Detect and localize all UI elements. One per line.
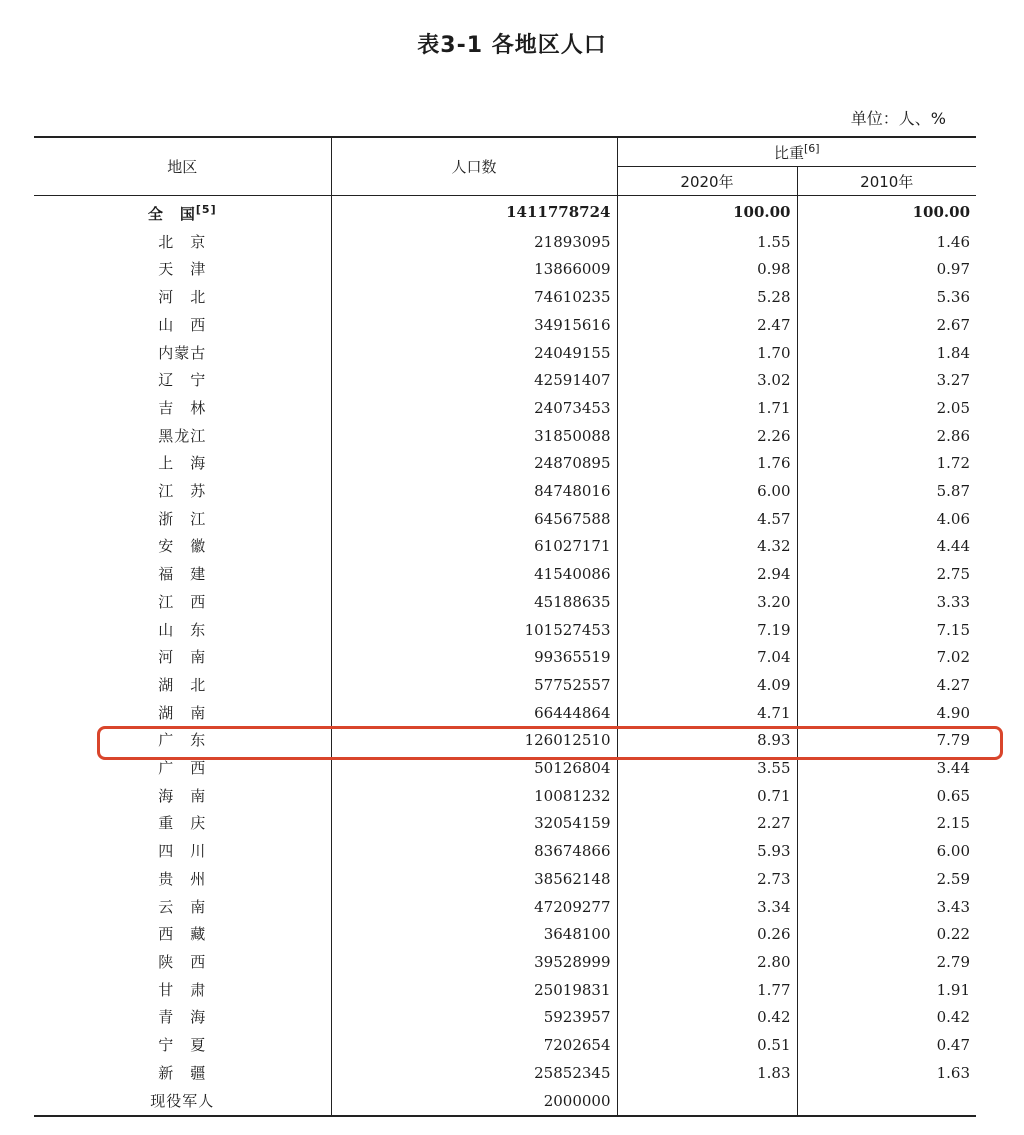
- population-cell: 21893095: [331, 229, 617, 257]
- population-cell: 2000000: [331, 1088, 617, 1117]
- share-2020-cell: 5.93: [617, 838, 797, 866]
- table-row: [34, 506, 976, 534]
- region-cell: 重 庆: [34, 810, 331, 838]
- header-year-2020: 2020年: [617, 167, 797, 196]
- table-row: [34, 478, 976, 506]
- region-cell: 甘 肃: [34, 977, 331, 1005]
- region-cell: 天 津: [34, 256, 331, 284]
- share-2010-cell: 5.36: [936, 288, 971, 307]
- region-cell: 新 疆: [34, 1060, 331, 1088]
- share-2020-cell: 1.70: [617, 340, 797, 368]
- table-row: [34, 866, 976, 894]
- table-row: [34, 921, 976, 949]
- share-2010-cell: 2.79: [936, 952, 971, 971]
- share-2020-cell: 4.32: [617, 533, 797, 561]
- share-2020-cell: 100.00: [617, 196, 797, 229]
- population-cell: 74610235: [331, 284, 617, 312]
- share-2020-cell: 0.51: [617, 1032, 797, 1060]
- table-row: [34, 256, 976, 284]
- population-cell: 47209277: [331, 894, 617, 922]
- share-2010-cell: 2.05: [936, 398, 971, 417]
- region-cell: 全 国[5]: [34, 196, 331, 229]
- share-2010-cell: 3.43: [936, 897, 971, 916]
- share-2010-cell: 2.75: [936, 565, 971, 584]
- share-2010-cell: 7.02: [936, 648, 971, 667]
- table-row: [34, 533, 976, 561]
- population-cell: 31850088: [331, 423, 617, 451]
- population-cell: 24073453: [331, 395, 617, 423]
- table-row: [34, 672, 976, 700]
- population-cell: 13866009: [331, 256, 617, 284]
- population-cell: 61027171: [331, 533, 617, 561]
- share-footnote: [6]: [803, 141, 820, 155]
- region-cell: 山 西: [34, 312, 331, 340]
- table-title: 表3-1 各地区人口: [417, 33, 607, 58]
- share-2010-cell: 0.22: [936, 925, 971, 944]
- share-2020-cell: 8.93: [617, 727, 797, 755]
- share-2020-cell: 0.26: [617, 921, 797, 949]
- share-2010-cell: 4.90: [936, 703, 971, 722]
- population-cell: 42591407: [331, 367, 617, 395]
- population-cell: 45188635: [331, 589, 617, 617]
- region-cell: 海 南: [34, 783, 331, 811]
- population-cell: 99365519: [331, 644, 617, 672]
- table-row: [34, 1060, 976, 1088]
- region-cell: 浙 江: [34, 506, 331, 534]
- table-row: [34, 644, 976, 672]
- region-cell: 福 建: [34, 561, 331, 589]
- region-cell: 上 海: [34, 450, 331, 478]
- table-row: [34, 949, 976, 977]
- table-row: [34, 312, 976, 340]
- header-population: 人口数: [331, 137, 617, 196]
- share-2020-cell: 2.27: [617, 810, 797, 838]
- region-cell: 黑龙江: [34, 423, 331, 451]
- region-cell: 山 东: [34, 617, 331, 645]
- share-2010-cell: 3.27: [936, 371, 971, 390]
- region-cell: 吉 林: [34, 395, 331, 423]
- share-2020-cell: 3.20: [617, 589, 797, 617]
- share-2020-cell: 0.42: [617, 1004, 797, 1032]
- table-row: [34, 395, 976, 423]
- share-2020-cell: 2.94: [617, 561, 797, 589]
- header-region: 地区: [34, 137, 331, 196]
- region-cell: 青 海: [34, 1004, 331, 1032]
- population-cell: 83674866: [331, 838, 617, 866]
- table-row: [34, 783, 976, 811]
- region-cell: 河 北: [34, 284, 331, 312]
- share-2010-cell: 2.15: [936, 814, 971, 833]
- share-2020-cell: 2.26: [617, 423, 797, 451]
- region-cell: 四 川: [34, 838, 331, 866]
- population-cell: 38562148: [331, 866, 617, 894]
- share-2010-cell: 1.63: [936, 1063, 971, 1082]
- share-2010-cell: 7.15: [936, 620, 971, 639]
- share-2010-cell: [797, 1088, 976, 1117]
- region-cell: 湖 北: [34, 672, 331, 700]
- share-2020-cell: 1.71: [617, 395, 797, 423]
- share-2010-cell: 6.00: [936, 842, 971, 861]
- population-cell: 7202654: [331, 1032, 617, 1060]
- header-share: 比重[6]: [617, 137, 976, 167]
- share-2010-cell: 0.97: [936, 260, 971, 279]
- population-cell: 24049155: [331, 340, 617, 368]
- share-2010-cell: 5.87: [936, 482, 971, 501]
- region-cell: 江 苏: [34, 478, 331, 506]
- region-cell: 辽 宁: [34, 367, 331, 395]
- share-2020-cell: 3.55: [617, 755, 797, 783]
- share-2010-cell: 1.72: [936, 454, 971, 473]
- population-cell: 39528999: [331, 949, 617, 977]
- population-cell: 25852345: [331, 1060, 617, 1088]
- table-row: [34, 1032, 976, 1060]
- population-cell: 25019831: [331, 977, 617, 1005]
- share-2020-cell: [617, 1088, 797, 1117]
- region-cell: 贵 州: [34, 866, 331, 894]
- share-2020-cell: 7.19: [617, 617, 797, 645]
- table-row: [34, 838, 976, 866]
- share-2020-cell: 4.57: [617, 506, 797, 534]
- population-cell: 10081232: [331, 783, 617, 811]
- table-row: [34, 284, 976, 312]
- share-2010-cell: 3.44: [936, 759, 971, 778]
- share-2020-cell: 6.00: [617, 478, 797, 506]
- population-cell: 32054159: [331, 810, 617, 838]
- share-2010-cell: 0.42: [936, 1008, 971, 1027]
- share-2010-cell: 4.44: [936, 537, 971, 556]
- table-row: [34, 1004, 976, 1032]
- population-cell: 5923957: [331, 1004, 617, 1032]
- share-2020-cell: 2.47: [617, 312, 797, 340]
- region-cell: 河 南: [34, 644, 331, 672]
- region-cell: 现役军人: [34, 1088, 331, 1117]
- share-2020-cell: 2.73: [617, 866, 797, 894]
- share-2020-cell: 4.09: [617, 672, 797, 700]
- table-row: [34, 617, 976, 645]
- region-cell: 内蒙古: [34, 340, 331, 368]
- population-cell: 41540086: [331, 561, 617, 589]
- share-2010-cell: 4.27: [936, 675, 971, 694]
- share-2010-cell: 1.91: [936, 980, 971, 999]
- table-row: [34, 977, 976, 1005]
- unit-label: 单位：人、%: [850, 109, 946, 128]
- share-2020-cell: 2.80: [617, 949, 797, 977]
- share-2010-cell: 0.47: [936, 1036, 971, 1055]
- population-cell: 66444864: [331, 700, 617, 728]
- population-cell: 50126804: [331, 755, 617, 783]
- highlight-box: [97, 726, 1003, 760]
- share-2010-cell: 2.67: [936, 315, 971, 334]
- table-row: [34, 589, 976, 617]
- share-2010-cell: 1.46: [936, 232, 971, 251]
- region-cell: 北 京: [34, 229, 331, 257]
- share-2010-cell: 4.06: [936, 509, 971, 528]
- share-2010-cell: 2.59: [936, 869, 971, 888]
- table-row: [34, 810, 976, 838]
- table-row: [34, 561, 976, 589]
- share-2020-cell: 4.71: [617, 700, 797, 728]
- table-row: [34, 367, 976, 395]
- share-2010-cell: 2.86: [936, 426, 971, 445]
- share-2010-cell: 100.00: [912, 202, 971, 221]
- population-cell: 24870895: [331, 450, 617, 478]
- total-footnote: [5]: [195, 203, 217, 216]
- region-cell: 云 南: [34, 894, 331, 922]
- table-row: [34, 700, 976, 728]
- region-cell: 广 西: [34, 755, 331, 783]
- share-2020-cell: 0.71: [617, 783, 797, 811]
- population-cell: 3648100: [331, 921, 617, 949]
- population-table: [34, 136, 976, 1117]
- region-cell: 广 东: [34, 727, 331, 755]
- table-row: [34, 340, 976, 368]
- table-row: [34, 450, 976, 478]
- population-cell: 57752557: [331, 672, 617, 700]
- region-cell: 湖 南: [34, 700, 331, 728]
- population-cell: 1411778724: [331, 196, 617, 229]
- share-2010-cell: 0.65: [936, 786, 971, 805]
- share-2020-cell: 0.98: [617, 256, 797, 284]
- table-row: [34, 1088, 976, 1117]
- region-cell: 西 藏: [34, 921, 331, 949]
- population-cell: 34915616: [331, 312, 617, 340]
- table-row: [34, 894, 976, 922]
- share-2020-cell: 3.34: [617, 894, 797, 922]
- header-year-2010: 2010年: [797, 167, 976, 196]
- share-2020-cell: 1.55: [617, 229, 797, 257]
- share-2010-cell: 1.84: [936, 343, 971, 362]
- share-2020-cell: 1.83: [617, 1060, 797, 1088]
- share-2020-cell: 1.77: [617, 977, 797, 1005]
- table-row-total: [34, 196, 976, 229]
- share-2020-cell: 7.04: [617, 644, 797, 672]
- region-cell: 宁 夏: [34, 1032, 331, 1060]
- population-cell: 84748016: [331, 478, 617, 506]
- population-cell: 126012510: [331, 727, 617, 755]
- population-cell: 64567588: [331, 506, 617, 534]
- table-row: [34, 229, 976, 257]
- share-2020-cell: 3.02: [617, 367, 797, 395]
- share-2020-cell: 5.28: [617, 284, 797, 312]
- population-cell: 101527453: [331, 617, 617, 645]
- share-2010-cell: 3.33: [936, 592, 971, 611]
- table-row: [34, 423, 976, 451]
- region-cell: 安 徽: [34, 533, 331, 561]
- region-cell: 江 西: [34, 589, 331, 617]
- region-cell: 陕 西: [34, 949, 331, 977]
- share-2010-cell: 7.79: [936, 731, 971, 750]
- share-2020-cell: 1.76: [617, 450, 797, 478]
